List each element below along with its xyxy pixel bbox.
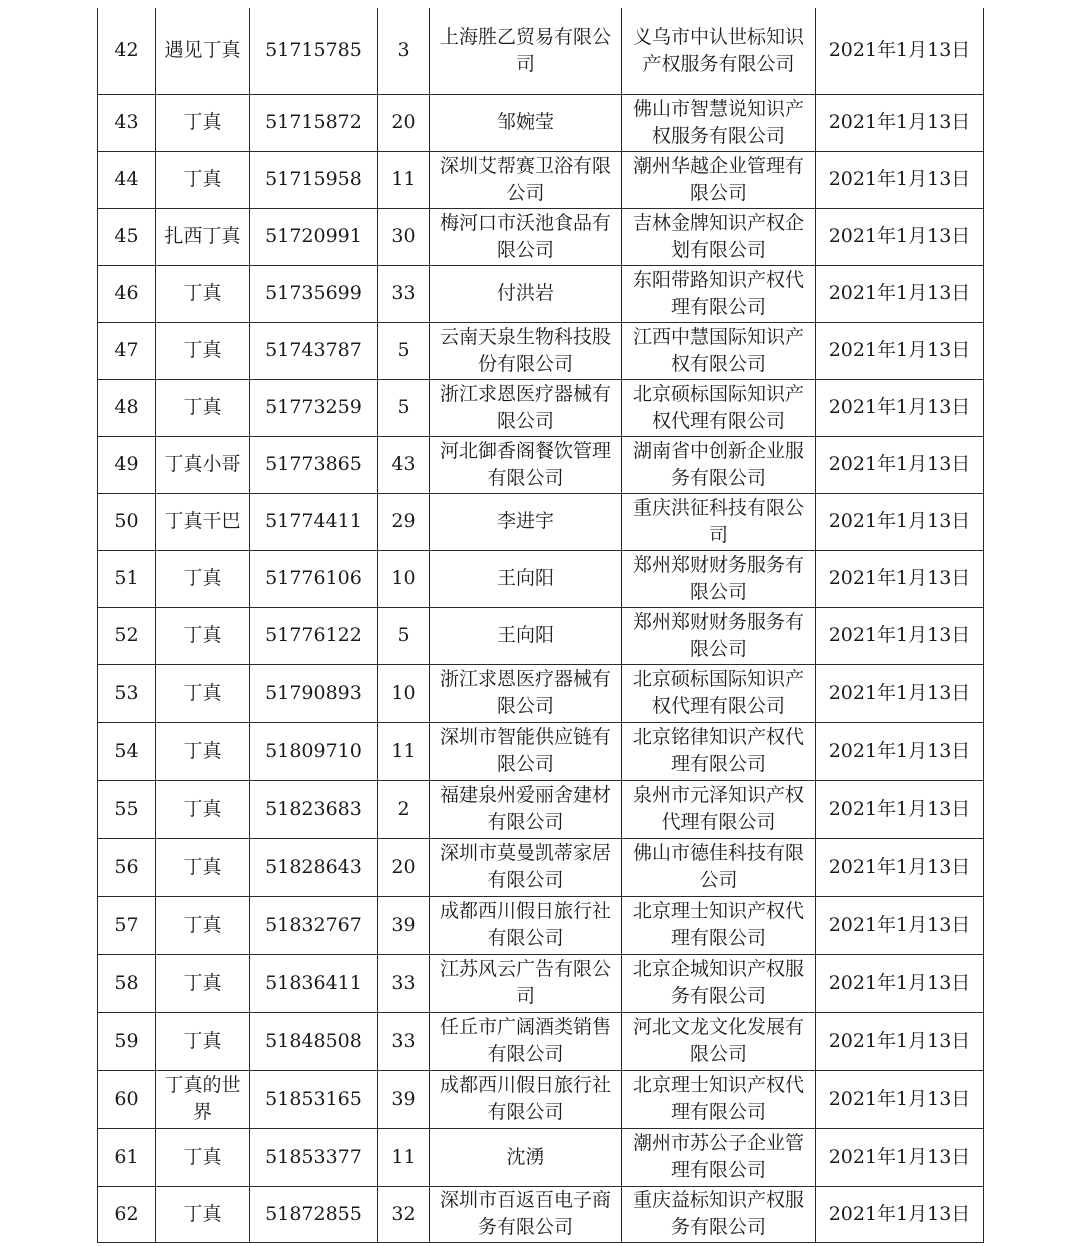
table-row <box>98 722 984 780</box>
cell-class: 11 <box>378 722 430 780</box>
cell-date: 2021年1月13日 <box>816 780 984 838</box>
cell-trademark: 丁真的世界 <box>156 1070 250 1128</box>
cell-date: 2021年1月13日 <box>816 1070 984 1128</box>
cell-applicant: 深圳市百返百电子商务有限公司 <box>430 1186 622 1242</box>
cell-class: 33 <box>378 1012 430 1070</box>
cell-date: 2021年1月13日 <box>816 151 984 208</box>
cell-date: 2021年1月13日 <box>816 722 984 780</box>
cell-row-number: 53 <box>98 664 156 722</box>
cell-applicant: 沈湧 <box>430 1128 622 1186</box>
cell-date: 2021年1月13日 <box>816 550 984 607</box>
cell-applicant: 河北御香阁餐饮管理有限公司 <box>430 436 622 493</box>
cell-registration-number: 51853377 <box>250 1128 378 1186</box>
cell-row-number: 60 <box>98 1070 156 1128</box>
cell-class: 39 <box>378 1070 430 1128</box>
cell-class: 29 <box>378 493 430 550</box>
cell-date: 2021年1月13日 <box>816 664 984 722</box>
cell-applicant: 深圳艾帮赛卫浴有限公司 <box>430 151 622 208</box>
cell-row-number: 52 <box>98 607 156 664</box>
table-row <box>98 607 984 664</box>
table-row <box>98 493 984 550</box>
table-row <box>98 550 984 607</box>
cell-row-number: 56 <box>98 838 156 896</box>
cell-registration-number: 51848508 <box>250 1012 378 1070</box>
cell-row-number: 46 <box>98 265 156 322</box>
cell-row-number: 58 <box>98 954 156 1012</box>
cell-row-number: 42 <box>98 8 156 94</box>
table-row <box>98 1012 984 1070</box>
cell-applicant: 浙江求恩医疗器械有限公司 <box>430 664 622 722</box>
cell-trademark: 丁真 <box>156 664 250 722</box>
cell-trademark: 丁真小哥 <box>156 436 250 493</box>
cell-applicant: 江苏风云广告有限公司 <box>430 954 622 1012</box>
cell-applicant: 深圳市莫曼凯蒂家居有限公司 <box>430 838 622 896</box>
cell-date: 2021年1月13日 <box>816 838 984 896</box>
cell-date: 2021年1月13日 <box>816 954 984 1012</box>
table-row <box>98 1070 984 1128</box>
cell-applicant: 成都西川假日旅行社有限公司 <box>430 896 622 954</box>
cell-date: 2021年1月13日 <box>816 493 984 550</box>
cell-trademark: 丁真 <box>156 1012 250 1070</box>
cell-applicant: 浙江求恩医疗器械有限公司 <box>430 379 622 436</box>
cell-date: 2021年1月13日 <box>816 607 984 664</box>
cell-date: 2021年1月13日 <box>816 8 984 94</box>
cell-class: 30 <box>378 208 430 265</box>
table-row <box>98 208 984 265</box>
cell-row-number: 48 <box>98 379 156 436</box>
cell-trademark: 丁真 <box>156 379 250 436</box>
cell-agency: 北京硕标国际知识产权代理有限公司 <box>622 664 816 722</box>
cell-agency: 义乌市中认世标知识产权服务有限公司 <box>622 8 816 94</box>
cell-class: 20 <box>378 838 430 896</box>
cell-agency: 潮州华越企业管理有限公司 <box>622 151 816 208</box>
table-row <box>98 838 984 896</box>
cell-trademark: 扎西丁真 <box>156 208 250 265</box>
cell-trademark: 丁真 <box>156 896 250 954</box>
cell-agency: 泉州市元泽知识产权代理有限公司 <box>622 780 816 838</box>
cell-row-number: 59 <box>98 1012 156 1070</box>
cell-applicant: 云南天泉生物科技股份有限公司 <box>430 322 622 379</box>
cell-registration-number: 51853165 <box>250 1070 378 1128</box>
cell-agency: 北京理士知识产权代理有限公司 <box>622 896 816 954</box>
cell-row-number: 51 <box>98 550 156 607</box>
cell-agency: 东阳带路知识产权代理有限公司 <box>622 265 816 322</box>
cell-applicant: 福建泉州爱丽舍建材有限公司 <box>430 780 622 838</box>
cell-class: 3 <box>378 8 430 94</box>
cell-row-number: 55 <box>98 780 156 838</box>
cell-applicant: 梅河口市沃池食品有限公司 <box>430 208 622 265</box>
cell-class: 11 <box>378 1128 430 1186</box>
cell-trademark: 丁真 <box>156 607 250 664</box>
table-row <box>98 664 984 722</box>
cell-date: 2021年1月13日 <box>816 436 984 493</box>
cell-registration-number: 51823683 <box>250 780 378 838</box>
table-row <box>98 1128 984 1186</box>
cell-date: 2021年1月13日 <box>816 94 984 151</box>
cell-class: 5 <box>378 379 430 436</box>
cell-registration-number: 51773259 <box>250 379 378 436</box>
table-row <box>98 151 984 208</box>
cell-row-number: 61 <box>98 1128 156 1186</box>
cell-agency: 佛山市智慧说知识产权服务有限公司 <box>622 94 816 151</box>
cell-registration-number: 51773865 <box>250 436 378 493</box>
cell-trademark: 丁真 <box>156 954 250 1012</box>
cell-class: 32 <box>378 1186 430 1242</box>
cell-registration-number: 51715958 <box>250 151 378 208</box>
cell-agency: 江西中慧国际知识产权有限公司 <box>622 322 816 379</box>
cell-registration-number: 51828643 <box>250 838 378 896</box>
cell-trademark: 丁真干巴 <box>156 493 250 550</box>
cell-trademark: 丁真 <box>156 1128 250 1186</box>
cell-date: 2021年1月13日 <box>816 208 984 265</box>
cell-row-number: 45 <box>98 208 156 265</box>
cell-agency: 重庆洪征科技有限公司 <box>622 493 816 550</box>
table-row <box>98 322 984 379</box>
cell-agency: 北京理士知识产权代理有限公司 <box>622 1070 816 1128</box>
cell-row-number: 44 <box>98 151 156 208</box>
table-row <box>98 954 984 1012</box>
table-row <box>98 780 984 838</box>
table-row <box>98 436 984 493</box>
cell-date: 2021年1月13日 <box>816 379 984 436</box>
cell-registration-number: 51836411 <box>250 954 378 1012</box>
cell-trademark: 丁真 <box>156 265 250 322</box>
cell-trademark: 丁真 <box>156 322 250 379</box>
cell-agency: 吉林金牌知识产权企划有限公司 <box>622 208 816 265</box>
cell-row-number: 43 <box>98 94 156 151</box>
cell-class: 2 <box>378 780 430 838</box>
cell-class: 43 <box>378 436 430 493</box>
table-row <box>98 265 984 322</box>
cell-agency: 潮州市苏公子企业管理有限公司 <box>622 1128 816 1186</box>
cell-trademark: 丁真 <box>156 94 250 151</box>
cell-row-number: 47 <box>98 322 156 379</box>
cell-agency: 佛山市德佳科技有限公司 <box>622 838 816 896</box>
cell-applicant: 任丘市广阔酒类销售有限公司 <box>430 1012 622 1070</box>
cell-row-number: 57 <box>98 896 156 954</box>
cell-applicant: 付洪岩 <box>430 265 622 322</box>
cell-date: 2021年1月13日 <box>816 1186 984 1242</box>
cell-registration-number: 51790893 <box>250 664 378 722</box>
cell-applicant: 王向阳 <box>430 550 622 607</box>
cell-agency: 郑州郑财财务服务有限公司 <box>622 607 816 664</box>
cell-registration-number: 51743787 <box>250 322 378 379</box>
cell-date: 2021年1月13日 <box>816 322 984 379</box>
cell-applicant: 王向阳 <box>430 607 622 664</box>
table-row <box>98 1186 984 1242</box>
cell-trademark: 丁真 <box>156 780 250 838</box>
trademark-table-body <box>98 8 984 1242</box>
cell-agency: 湖南省中创新企业服务有限公司 <box>622 436 816 493</box>
cell-date: 2021年1月13日 <box>816 265 984 322</box>
cell-agency: 北京铭律知识产权代理有限公司 <box>622 722 816 780</box>
table-row <box>98 8 984 94</box>
cell-registration-number: 51735699 <box>250 265 378 322</box>
table-row <box>98 896 984 954</box>
cell-class: 5 <box>378 607 430 664</box>
cell-agency: 北京企城知识产权服务有限公司 <box>622 954 816 1012</box>
cell-applicant: 上海胜乙贸易有限公司 <box>430 8 622 94</box>
cell-applicant: 深圳市智能供应链有限公司 <box>430 722 622 780</box>
cell-registration-number: 51715872 <box>250 94 378 151</box>
cell-registration-number: 51776122 <box>250 607 378 664</box>
cell-row-number: 62 <box>98 1186 156 1242</box>
cell-class: 33 <box>378 265 430 322</box>
cell-agency: 重庆益标知识产权服务有限公司 <box>622 1186 816 1242</box>
cell-trademark: 丁真 <box>156 722 250 780</box>
cell-row-number: 50 <box>98 493 156 550</box>
cell-agency: 河北文龙文化发展有限公司 <box>622 1012 816 1070</box>
cell-registration-number: 51715785 <box>250 8 378 94</box>
cell-registration-number: 51832767 <box>250 896 378 954</box>
cell-registration-number: 51809710 <box>250 722 378 780</box>
cell-registration-number: 51774411 <box>250 493 378 550</box>
cell-class: 39 <box>378 896 430 954</box>
cell-registration-number: 51872855 <box>250 1186 378 1242</box>
cell-applicant: 邹婉莹 <box>430 94 622 151</box>
cell-trademark: 丁真 <box>156 151 250 208</box>
cell-class: 33 <box>378 954 430 1012</box>
cell-date: 2021年1月13日 <box>816 1128 984 1186</box>
cell-date: 2021年1月13日 <box>816 1012 984 1070</box>
cell-class: 20 <box>378 94 430 151</box>
cell-agency: 北京硕标国际知识产权代理有限公司 <box>622 379 816 436</box>
cell-agency: 郑州郑财财务服务有限公司 <box>622 550 816 607</box>
cell-trademark: 丁真 <box>156 838 250 896</box>
cell-class: 10 <box>378 664 430 722</box>
cell-date: 2021年1月13日 <box>816 896 984 954</box>
cell-class: 10 <box>378 550 430 607</box>
cell-trademark: 遇见丁真 <box>156 8 250 94</box>
cell-class: 11 <box>378 151 430 208</box>
cell-trademark: 丁真 <box>156 1186 250 1242</box>
table-row <box>98 379 984 436</box>
trademark-table <box>97 8 984 1243</box>
cell-registration-number: 51776106 <box>250 550 378 607</box>
cell-row-number: 54 <box>98 722 156 780</box>
cell-applicant: 李进宇 <box>430 493 622 550</box>
cell-class: 5 <box>378 322 430 379</box>
cell-applicant: 成都西川假日旅行社有限公司 <box>430 1070 622 1128</box>
cell-trademark: 丁真 <box>156 550 250 607</box>
cell-registration-number: 51720991 <box>250 208 378 265</box>
cell-row-number: 49 <box>98 436 156 493</box>
table-row <box>98 94 984 151</box>
